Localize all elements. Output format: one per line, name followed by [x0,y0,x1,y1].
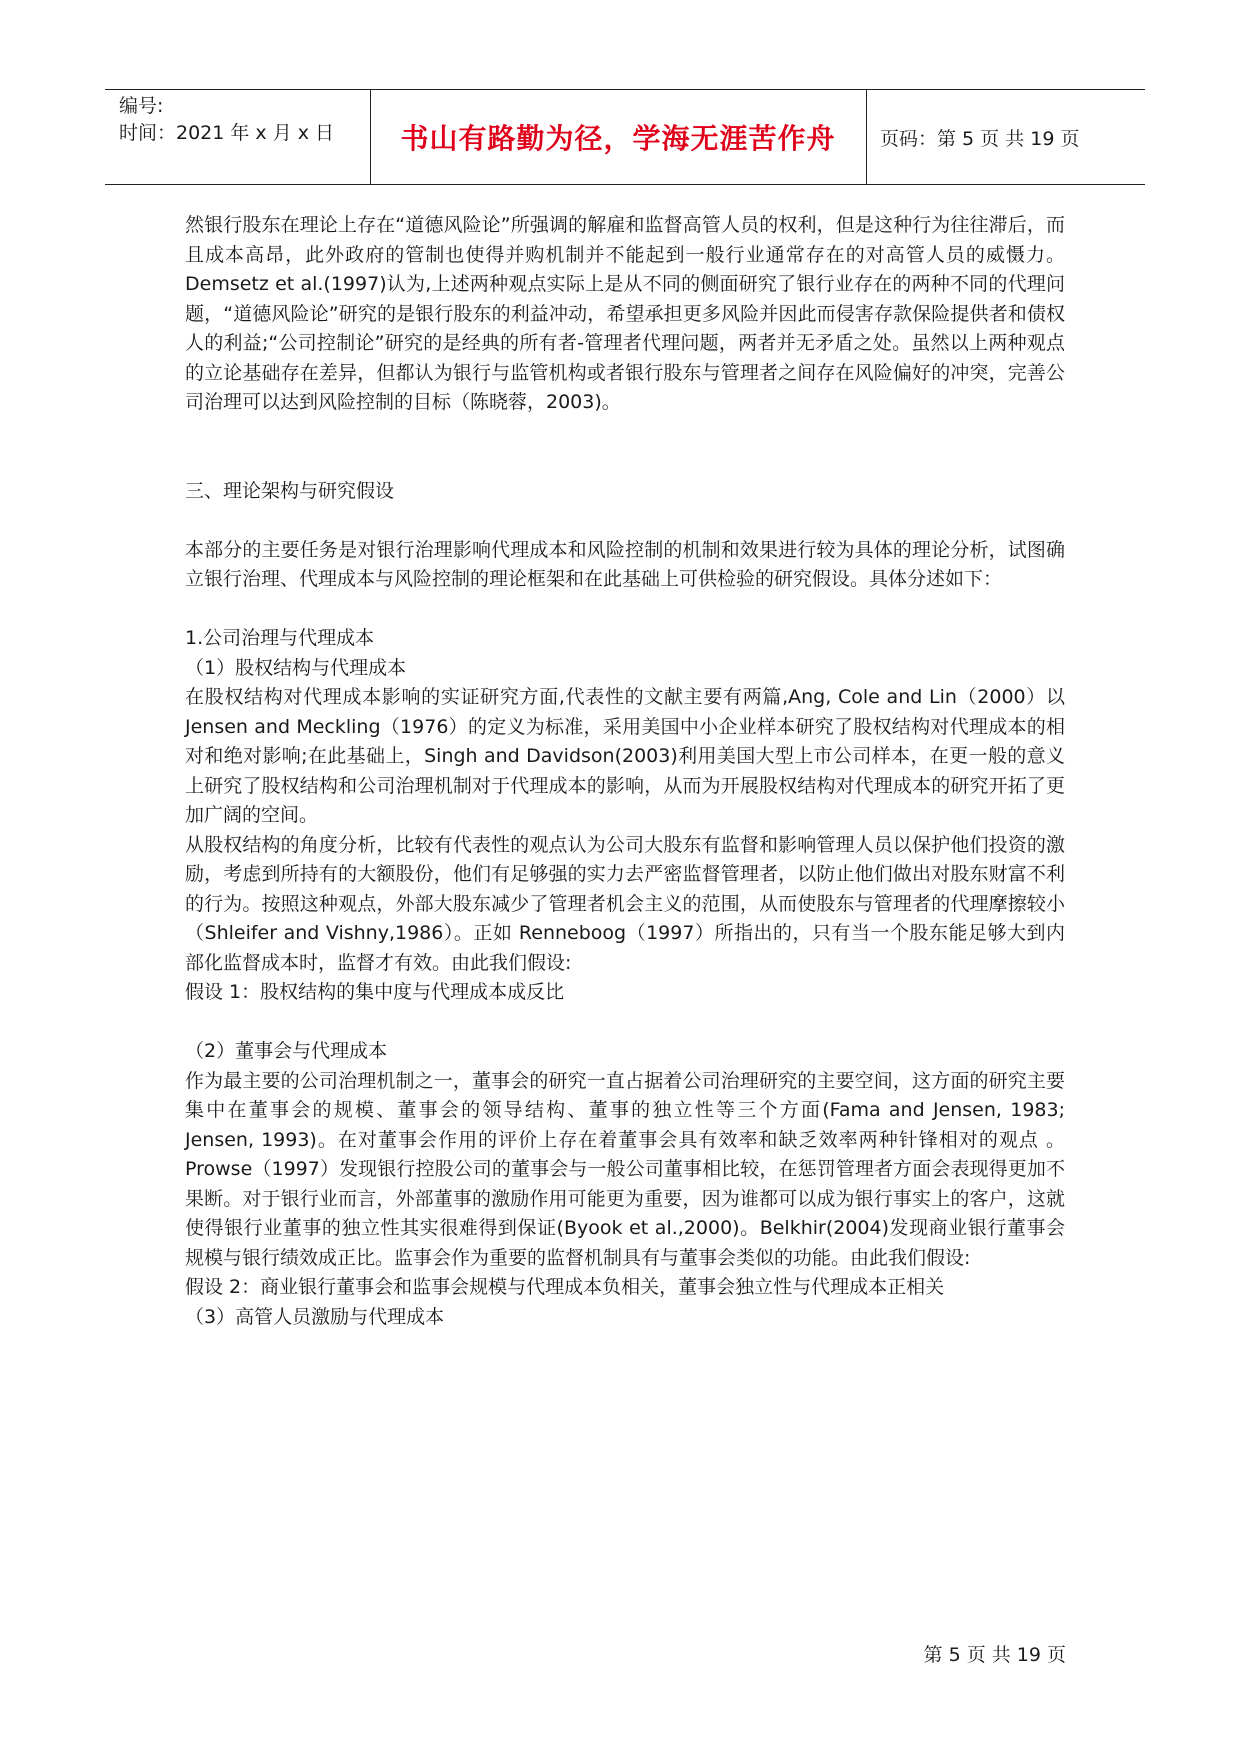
header-motto: 书山有路勤为径，学海无涯苦作舟 [400,122,836,155]
page-header [105,89,1145,185]
document-number-label: 编号: [119,95,164,117]
paragraph: 在股权结构对代理成本影响的实证研究方面,代表性的文献主要有两篇,Ang, Cole and Lin（2000）以 Jensen and Meckling（1976）的定义为标准，采用美国中小企业样本研究了股权结构对代理成本的相对和绝对影响;在此基础上，Singh and Davidson(2003)利用美国大型上市公司样本，在更一般的意义上研究了股权结构和公司治理机制对于代理成本的影响，从而为开展股权结构对代理成本的研究开拓了更加广阔的空间。 [185,686,1065,826]
document-time-label: 时间：2021 年 x 月 x 日 [119,122,335,144]
header-page-code: 页码：第 5 页 共 19 页 [880,127,1080,150]
subsection-heading: （2）董事会与代理成本 [185,1040,388,1062]
paragraph: 本部分的主要任务是对银行治理影响代理成本和风险控制的机制和效果进行较为具体的理论分析，试图确立银行治理、代理成本与风险控制的理论框架和在此基础上可供检验的研究假设。具体分述如下： [185,538,1065,590]
paragraph: 作为最主要的公司治理机制之一，董事会的研究一直占据着公司治理研究的主要空间，这方面的研究主要集中在董事会的规模、董事会的领导结构、董事的独立性等三个方面(Fama and Jensen, 1983; Jensen, 1993)。在对董事会作用的评价上存在着董事会具有效率和缺乏效率两种针锋相对的观点 。Prowse（1997）发现银行控股公司的董事会与一般公司董事相比较，在惩罚管理者方面会表现得更加不果断。对于银行业而言，外部董事的激励作用可能更为重要，因为谁都可以成为银行事实上的客户，这就使得银行业董事的独立性其实很难得到保证(Byook et al.,2000)。Belkhir(2004)发现商业银行董事会规模与银行绩效成正比。监事会作为重要的监督机制具有与董事会类似的功能。由此我们假设: [185,1069,1065,1269]
paragraph: 然银行股东在理论上存在“道德风险论”所强调的解雇和监督高管人员的权利，但是这种行为往往滞后，而且成本高昂，此外政府的管制也使得并购机制并不能起到一般行业通常存在的对高管人员的威慑力。Demsetz et al.(1997)认为,上述两种观点实际上是从不同的侧面研究了银行业存在的两种不同的代理问题，“道德风险论”研究的是银行股东的利益冲动，希望承担更多风险并因此而侵害存款保险提供者和债权人的利益;“公司控制论”研究的是经典的所有者-管理者代理问题，两者并无矛盾之处。虽然以上两种观点的立论基础存在差异，但都认为银行与监管机构或者银行股东与管理者之间存在风险偏好的冲突，完善公司治理可以达到风险控制的目标（陈晓蓉，2003)。 [185,214,1065,413]
header-page-cell [866,90,1145,184]
section-heading: 三、理论架构与研究假设 [185,479,395,502]
header-motto-cell [370,90,867,184]
header-info-cell [105,90,371,184]
subsection-heading: 1.公司治理与代理成本 [185,627,375,649]
hypothesis: 假设 1：股权结构的集中度与代理成本成反比 [185,981,565,1003]
subsection-heading: （1）股权结构与代理成本 [185,656,407,679]
paragraph: 从股权结构的角度分析，比较有代表性的观点认为公司大股东有监督和影响管理人员以保护他们投资的激励，考虑到所持有的大额股份，他们有足够强的实力去严密监督管理者，以防止他们做出对股东财富不利的行为。按照这种观点，外部大股东减少了管理者机会主义的范围，从而使股东与管理者的代理摩擦较小（Shleifer and Vishny,1986）。正如 Renneboog（1997）所指出的，只有当一个股东能足够大到内部化监督成本时，监督才有效。由此我们假设: [185,833,1065,974]
document-body [185,211,1065,1332]
subsection-heading: （3）高管人员激励与代理成本 [185,1305,445,1328]
page-footer: 第 5 页 共 19 页 [923,1644,1066,1666]
hypothesis: 假设 2：商业银行董事会和监事会规模与代理成本负相关，董事会独立性与代理成本正相关 [185,1276,945,1298]
